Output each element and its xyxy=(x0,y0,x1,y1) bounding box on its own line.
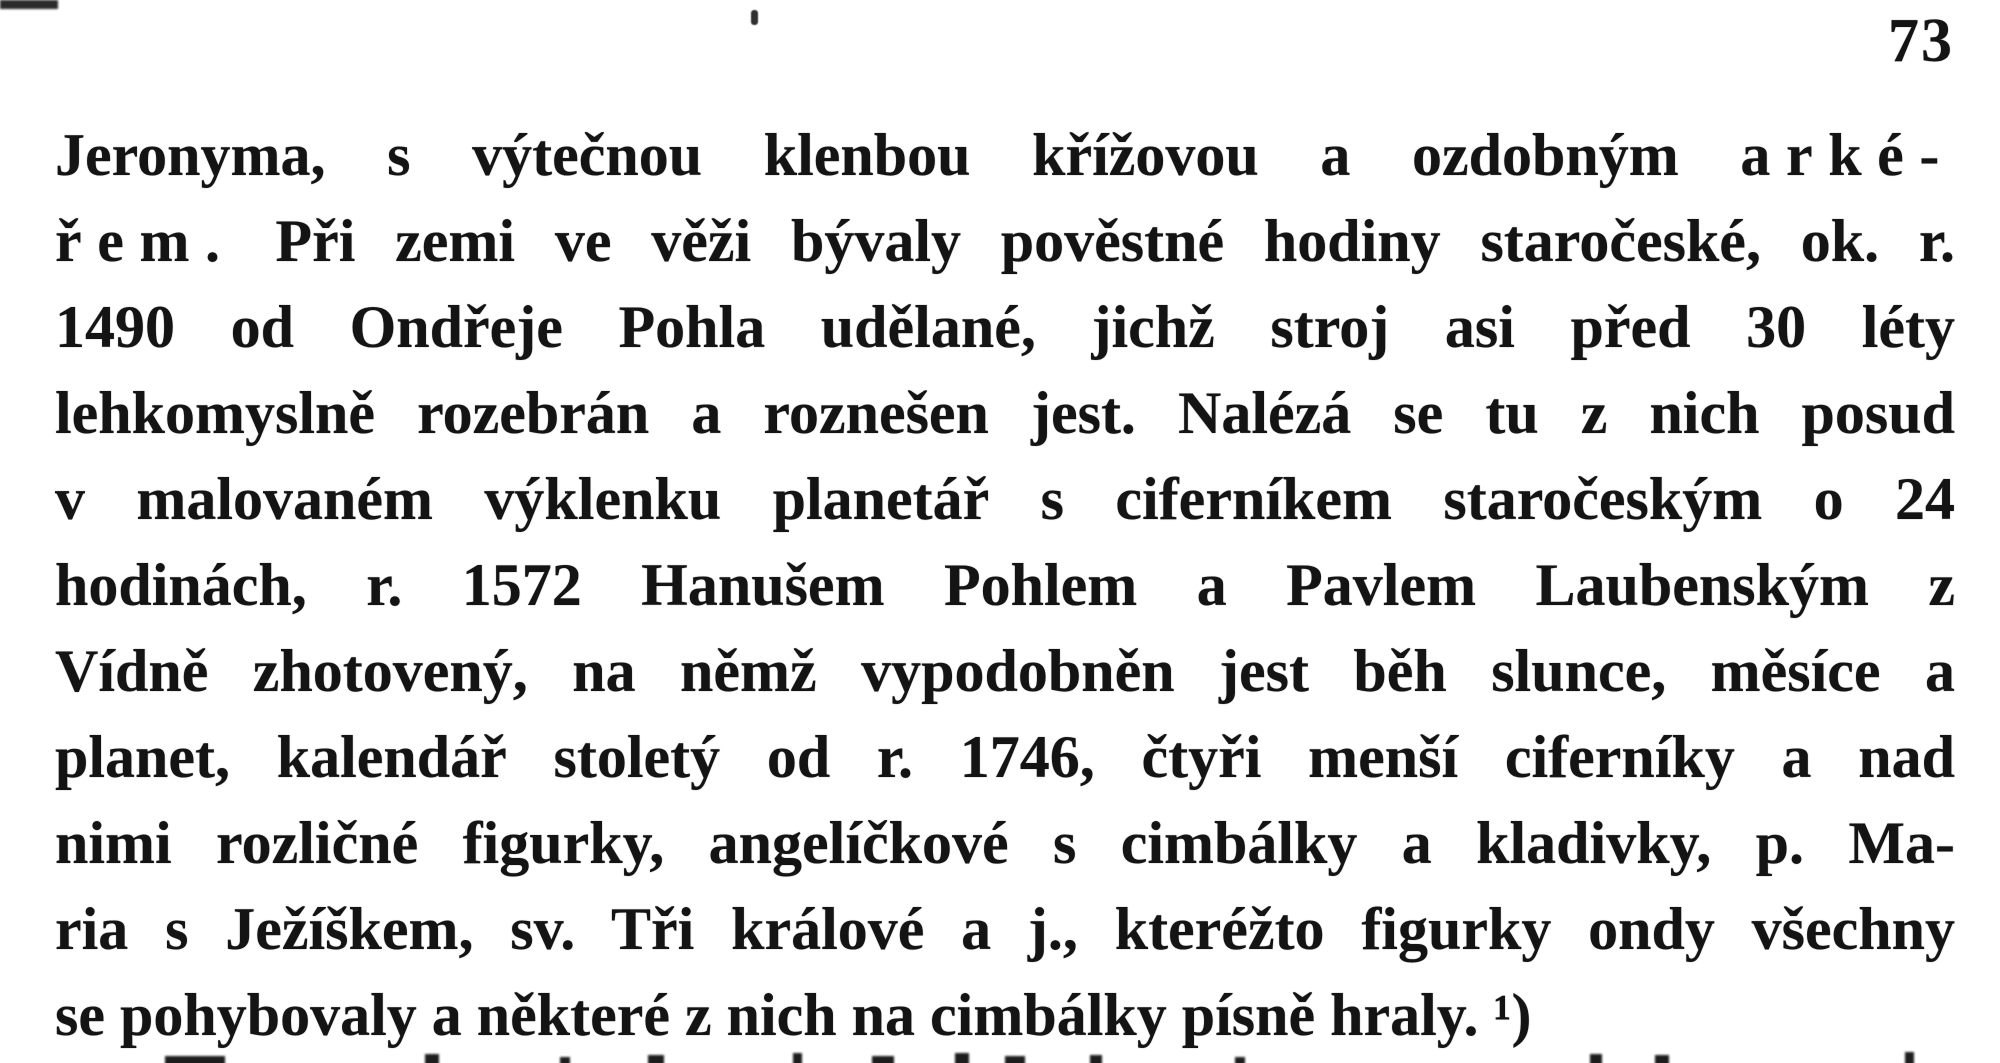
scan-artifact-fragment xyxy=(1005,1056,1025,1063)
text-line-3-text: 1490 od Ondřeje Pohla udělané, jichž stroj asi před 30 léty xyxy=(55,294,1955,360)
scan-artifact-fragment xyxy=(955,1053,969,1063)
scan-artifact-fragment xyxy=(648,1055,664,1063)
text-line-6 xyxy=(55,542,1955,628)
text-line-9-text: nimi rozličné figurky, angelíčkové s cimbálky a kladivky, p. Ma- xyxy=(55,810,1955,876)
scan-artifact-fragment xyxy=(1905,1052,1914,1063)
text-line-2-post: Při zemi ve věži bývaly pověstné hodiny staročeské, ok. r. xyxy=(235,208,1955,274)
text-line-8 xyxy=(55,714,1955,800)
text-line-7 xyxy=(55,628,1955,714)
text-line-1 xyxy=(55,112,1955,198)
text-line-9 xyxy=(55,800,1955,886)
scan-artifact-fragment xyxy=(165,1056,225,1063)
scan-artifact-fragment xyxy=(425,1054,439,1063)
scan-artifact-fragment xyxy=(872,1056,894,1063)
text-line-10 xyxy=(55,886,1955,972)
text-line-1-emphasis: arké- xyxy=(1740,122,1955,188)
text-line-1-pre: Jeronyma, s výtečnou klenbou křížovou a ozdobným xyxy=(55,122,1741,188)
text-line-2-emphasis: řem. xyxy=(55,208,236,274)
text-line-7-text: Vídně zhotovený, na němž vypodobněn jest běh slunce, měsíce a xyxy=(55,638,1955,704)
text-line-5 xyxy=(55,456,1955,542)
scan-artifact-fragment xyxy=(1590,1054,1602,1063)
text-line-11-text: se pohybovaly a některé z nich na cimbálky písně hraly. xyxy=(55,982,1494,1048)
text-line-2 xyxy=(55,198,1955,284)
scan-artifact-corner xyxy=(0,0,58,9)
text-line-3 xyxy=(55,284,1955,370)
text-line-10-text: ria s Ježíškem, sv. Tři králové a j., kteréžto figurky ondy všechny xyxy=(55,896,1955,962)
text-line-4-text: lehkomyslně rozebrán a roznešen jest. Nalézá se tu z nich posud xyxy=(55,380,1955,446)
scan-artifact-fragment xyxy=(1090,1055,1102,1063)
scan-artifact-speck xyxy=(751,10,758,25)
scan-artifact-fragment xyxy=(793,1053,802,1063)
text-line-5-text: v malovaném výklenku planetář s ciferníkem staročeským o 24 xyxy=(55,466,1955,532)
scan-artifact-fragment xyxy=(560,1057,570,1063)
scan-artifact-fragment xyxy=(1655,1055,1669,1063)
text-line-8-text: planet, kalendář stoletý od r. 1746, čtyři menší ciferníky a nad xyxy=(55,724,1955,790)
footnote-marker: ¹) xyxy=(1493,982,1532,1048)
text-line-6-text: hodinách, r. 1572 Hanušem Pohlem a Pavlem Laubenským z xyxy=(55,552,1955,618)
scan-artifact-fragment xyxy=(1235,1057,1245,1063)
text-line-4 xyxy=(55,370,1955,456)
page-number: 73 xyxy=(1888,7,1954,75)
clipped-next-line xyxy=(0,1046,2000,1063)
body-text xyxy=(55,112,1955,1058)
